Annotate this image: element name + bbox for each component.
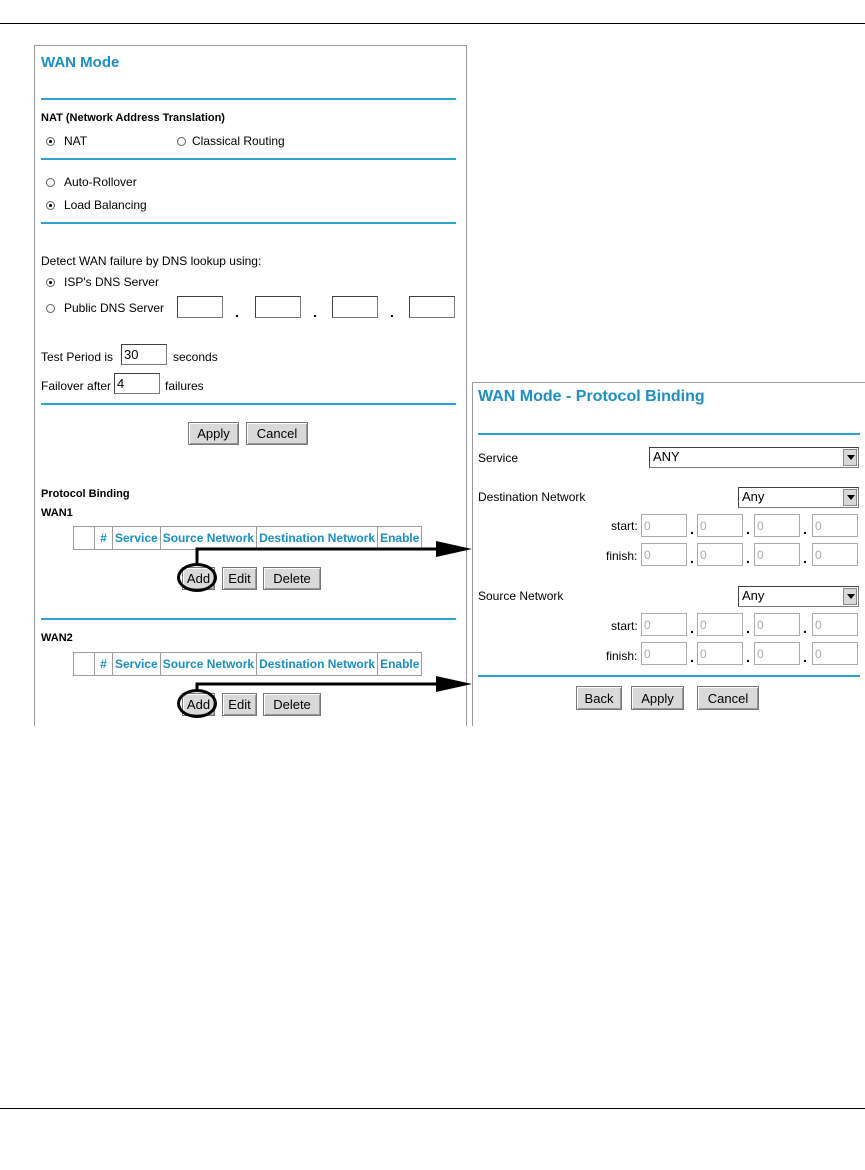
public-dns-radio[interactable] bbox=[46, 304, 55, 313]
select-column-header bbox=[74, 653, 95, 676]
destination-start-octet-2[interactable] bbox=[697, 514, 743, 537]
public-dns-octet-1[interactable] bbox=[177, 296, 223, 318]
isp-dns-radio[interactable] bbox=[46, 278, 55, 287]
isp-dns-label: ISP's DNS Server bbox=[64, 275, 159, 289]
ip-dot: . bbox=[690, 620, 694, 636]
select-column-header bbox=[74, 527, 95, 550]
destination-start-label: start: bbox=[611, 519, 638, 533]
public-dns-label: Public DNS Server bbox=[64, 301, 165, 315]
ip-dot: . bbox=[746, 620, 750, 636]
wan2-add-button[interactable]: Add bbox=[182, 693, 215, 716]
apply-button[interactable]: Apply bbox=[188, 422, 239, 445]
binding-cancel-button[interactable]: Cancel bbox=[697, 686, 759, 710]
index-column-header: # bbox=[95, 527, 113, 550]
source-start-label: start: bbox=[611, 619, 638, 633]
service-select-value: ANY bbox=[653, 449, 680, 464]
ip-dot: . bbox=[690, 649, 694, 665]
public-dns-octet-3[interactable] bbox=[332, 296, 378, 318]
table-header-row bbox=[74, 527, 422, 550]
page-bottom-rule bbox=[0, 1108, 865, 1109]
service-label: Service bbox=[478, 451, 519, 465]
ip-dot: . bbox=[313, 304, 317, 320]
source-finish-octet-4[interactable] bbox=[812, 642, 858, 665]
add-callout-circle bbox=[177, 563, 217, 592]
nat-heading: NAT (Network Address Translation) bbox=[41, 112, 225, 124]
wan2-delete-button[interactable]: Delete bbox=[263, 693, 321, 716]
load-balancing-radio[interactable] bbox=[46, 201, 55, 210]
nat-label: NAT bbox=[64, 134, 88, 148]
destination-network-label: Destination Network bbox=[478, 490, 586, 504]
wan1-binding-table bbox=[73, 526, 422, 550]
binding-title: WAN Mode - Protocol Binding bbox=[478, 388, 705, 405]
test-period-input[interactable] bbox=[121, 344, 167, 365]
test-period-prefix: Test Period is bbox=[41, 350, 114, 364]
chevron-down-icon[interactable] bbox=[843, 588, 857, 605]
source-start-octet-1[interactable] bbox=[641, 613, 687, 636]
ip-dot: . bbox=[746, 649, 750, 665]
source-finish-label: finish: bbox=[606, 649, 638, 663]
wan2-binding-table bbox=[73, 652, 422, 676]
source-finish-octet-1[interactable] bbox=[641, 642, 687, 665]
source-network-select[interactable] bbox=[738, 586, 859, 607]
chevron-down-icon[interactable] bbox=[843, 449, 857, 466]
destination-network-column-header: Destination Network bbox=[257, 527, 378, 550]
failover-prefix: Failover after bbox=[41, 379, 112, 393]
ip-dot: . bbox=[803, 521, 807, 537]
public-dns-octet-2[interactable] bbox=[255, 296, 301, 318]
source-network-column-header: Source Network bbox=[160, 527, 256, 550]
divider bbox=[478, 433, 860, 435]
ip-dot: . bbox=[235, 304, 239, 320]
add-callout-circle bbox=[177, 689, 217, 718]
source-start-octet-2[interactable] bbox=[697, 613, 743, 636]
classical-routing-label: Classical Routing bbox=[192, 134, 285, 148]
enable-column-header: Enable bbox=[378, 527, 422, 550]
source-finish-octet-2[interactable] bbox=[697, 642, 743, 665]
ip-dot: . bbox=[803, 550, 807, 566]
source-finish-octet-3[interactable] bbox=[754, 642, 800, 665]
destination-finish-octet-3[interactable] bbox=[754, 543, 800, 566]
destination-finish-octet-4[interactable] bbox=[812, 543, 858, 566]
ip-dot: . bbox=[803, 649, 807, 665]
ip-dot: . bbox=[690, 521, 694, 537]
auto-rollover-label: Auto-Rollover bbox=[64, 175, 137, 189]
source-start-octet-4[interactable] bbox=[812, 613, 858, 636]
source-select-value: Any bbox=[742, 588, 765, 603]
destination-start-octet-1[interactable] bbox=[641, 514, 687, 537]
destination-finish-octet-2[interactable] bbox=[697, 543, 743, 566]
test-period-suffix: seconds bbox=[173, 350, 218, 364]
service-column-header: Service bbox=[113, 527, 161, 550]
ip-dot: . bbox=[803, 620, 807, 636]
auto-rollover-radio[interactable] bbox=[46, 178, 55, 187]
enable-column-header: Enable bbox=[378, 653, 422, 676]
service-column-header: Service bbox=[113, 653, 161, 676]
wan1-add-button[interactable]: Add bbox=[182, 567, 215, 590]
chevron-down-icon[interactable] bbox=[843, 489, 857, 506]
detect-wan-failure-label: Detect WAN failure by DNS lookup using: bbox=[41, 254, 262, 268]
divider bbox=[478, 675, 860, 677]
destination-finish-label: finish: bbox=[606, 549, 638, 563]
destination-select-value: Any bbox=[742, 489, 765, 504]
ip-dot: . bbox=[746, 550, 750, 566]
protocol-binding-heading: Protocol Binding bbox=[41, 488, 130, 500]
classical-routing-radio[interactable] bbox=[177, 137, 186, 146]
table-header-row bbox=[74, 653, 422, 676]
back-button[interactable]: Back bbox=[576, 686, 622, 710]
divider bbox=[41, 222, 456, 224]
cancel-button[interactable]: Cancel bbox=[246, 422, 308, 445]
ip-dot: . bbox=[690, 550, 694, 566]
service-select[interactable] bbox=[649, 447, 859, 468]
divider bbox=[41, 618, 456, 620]
wan2-edit-button[interactable]: Edit bbox=[222, 693, 257, 716]
ip-dot: . bbox=[746, 521, 750, 537]
failover-input[interactable] bbox=[114, 373, 160, 394]
index-column-header: # bbox=[95, 653, 113, 676]
wan1-delete-button[interactable]: Delete bbox=[263, 567, 321, 590]
wan2-label: WAN2 bbox=[41, 632, 73, 644]
page-top-rule bbox=[0, 23, 865, 24]
source-start-octet-3[interactable] bbox=[754, 613, 800, 636]
public-dns-octet-4[interactable] bbox=[409, 296, 455, 318]
nat-radio[interactable] bbox=[46, 137, 55, 146]
wan-mode-panel bbox=[34, 45, 467, 726]
destination-start-octet-3[interactable] bbox=[754, 514, 800, 537]
protocol-binding-panel bbox=[472, 382, 865, 726]
binding-apply-button[interactable]: Apply bbox=[631, 686, 684, 710]
divider bbox=[41, 98, 456, 100]
failover-suffix: failures bbox=[165, 379, 204, 393]
source-network-column-header: Source Network bbox=[160, 653, 256, 676]
ip-dot: . bbox=[390, 304, 394, 320]
destination-finish-octet-1[interactable] bbox=[641, 543, 687, 566]
destination-start-octet-4[interactable] bbox=[812, 514, 858, 537]
source-network-label: Source Network bbox=[478, 589, 564, 603]
wan1-label: WAN1 bbox=[41, 507, 73, 519]
page-title: WAN Mode bbox=[41, 54, 120, 71]
destination-network-column-header: Destination Network bbox=[257, 653, 378, 676]
divider bbox=[41, 403, 456, 405]
divider bbox=[41, 158, 456, 160]
destination-network-select[interactable] bbox=[738, 487, 859, 508]
load-balancing-label: Load Balancing bbox=[64, 198, 147, 212]
wan1-edit-button[interactable]: Edit bbox=[222, 567, 257, 590]
